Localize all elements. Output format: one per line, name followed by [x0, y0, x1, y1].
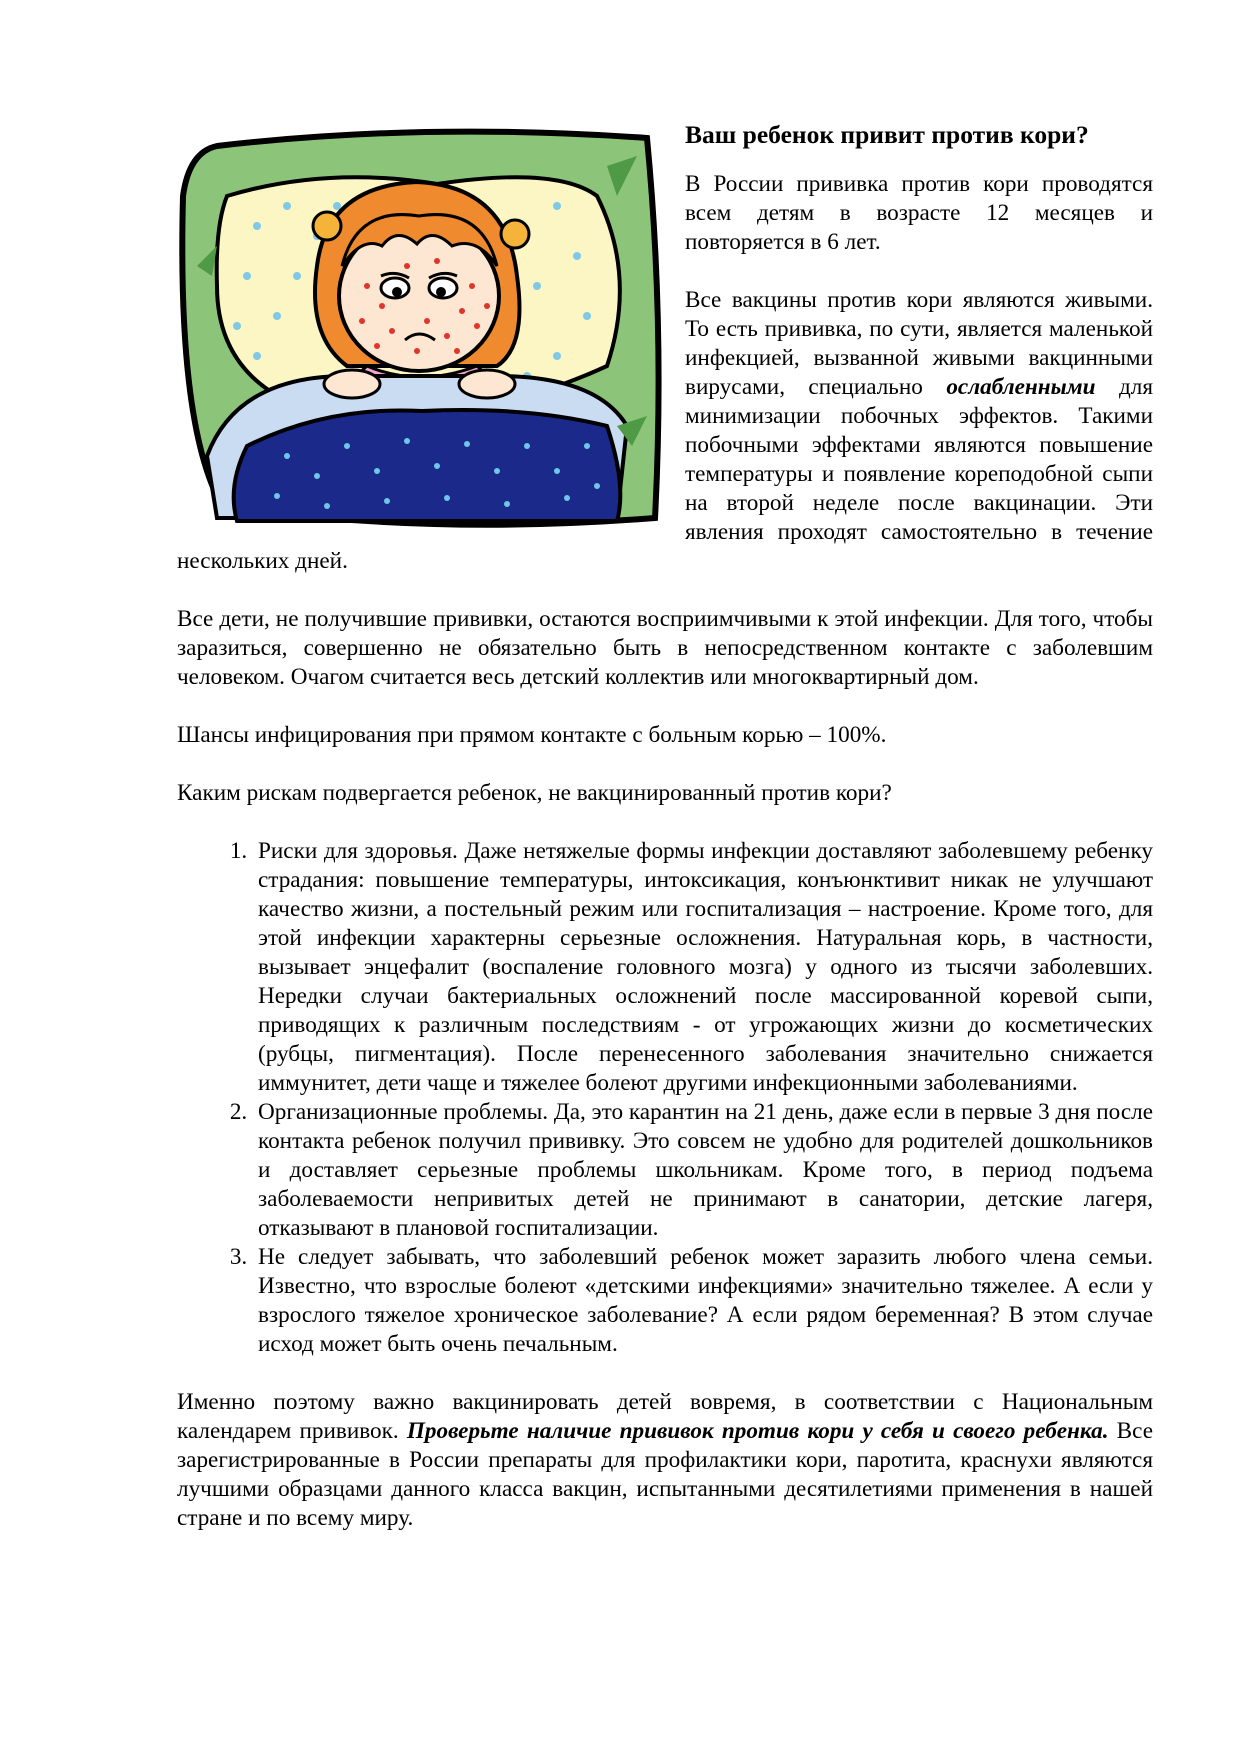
vaccine-live-text-end: для минимизации побочных эффектов. Такими побочными эффектами являются повышение температуры и появление кореподобной сыпи на второй неделе после вакцинации. Эти явления проходят самостоятельно в течение нескольких дней. — [177, 374, 1153, 574]
document-title: Ваш ребенок привит против кори? — [685, 120, 1089, 149]
document-content — [177, 120, 1153, 1562]
list-item: 3. Не следует забывать, что заболевший ребенок может заразить любого члена семьи. Известно, что взрослые болеют «детскими инфекциями» значительно тяжелее. А если у взрослого тяжелое хроническое заболевание? А если рядом беременная? В этом случае исход может быть очень печальным. — [253, 1243, 1153, 1359]
list-item: 1. Риски для здоровья. Даже нетяжелые формы инфекции доставляют заболевшему ребенку страдания: повышение температуры, интоксикация, конъюнктивит никак не улучшают качество жизни, а постельный режим или госпитализация – настроение. Кроме того, для этой инфекции характерны серьезные осложнения. Натуральная корь, в частности, вызывает энцефалит (воспаление головного мозга) у одного из тысячи заболевших. Нередки случаи бактериальных осложнений после массированной коревой сыпи, приводящих к различным последствиям - от угрожающих жизни до косметических (рубцы, пигментация). После перенесенного заболевания значительно снижается иммунитет, дети чаще и тяжелее болеют другими инфекционными заболеваниями. — [253, 837, 1153, 1098]
risks-list — [177, 837, 1153, 1359]
conclusion-paragraph — [177, 1388, 1153, 1533]
weakened-emphasis: ослабленными — [946, 374, 1096, 400]
list-item: 2. Организационные проблемы. Да, это карантин на 21 день, даже если в первые 3 дня после контакта ребенок получил прививку. Это совсем не удобно для родителей дошкольников и доставляет серьезные проблемы школьникам. Кроме того, в период подъема заболеваемости непривитых детей не принимают в санатории, детские лагеря, отказывают в плановой госпитализации. — [253, 1098, 1153, 1243]
vaccine-live-text-start: Все вакцины против кори являются живыми. То есть прививка, по сути, является маленькой инфекцией, вызванной живыми вакцинными вирусами, специально — [685, 287, 1153, 400]
infection-chance-paragraph: Шансы инфицирования при прямом контакте с больным корью – 100%. — [177, 722, 887, 748]
conclusion-text-end: Все зарегистрированные в России препараты для профилактики кори, паротита, краснухи являются лучшими образцами данного класса вакцин, испытанными десятилетиями применения в нашей стране и по всему миру. — [177, 1418, 1153, 1531]
intro-paragraph: В России прививка против кори проводятся всем детям в возрасте 12 месяцев и повторяется в 6 лет. — [685, 171, 1153, 255]
risks-question: Каким рискам подвергается ребенок, не вакцинированный против кори? — [177, 780, 892, 806]
susceptibility-paragraph: Все дети, не получившие прививки, остаются восприимчивыми к этой инфекции. Для того, чтобы заразиться, совершенно не обязательно быть в непосредственном контакте с заболевшим человеком. Очагом считается весь детский коллектив или многоквартирный дом. — [177, 606, 1153, 690]
conclusion-text-start: Именно поэтому важно вакцинировать детей вовремя, в соответствии с Национальным календарем прививок. — [177, 1389, 1153, 1444]
sick-child-illustration — [177, 126, 667, 534]
check-vaccinations-emphasis: Проверьте наличие прививок против кори у себя и своего ребенка. — [406, 1418, 1109, 1444]
